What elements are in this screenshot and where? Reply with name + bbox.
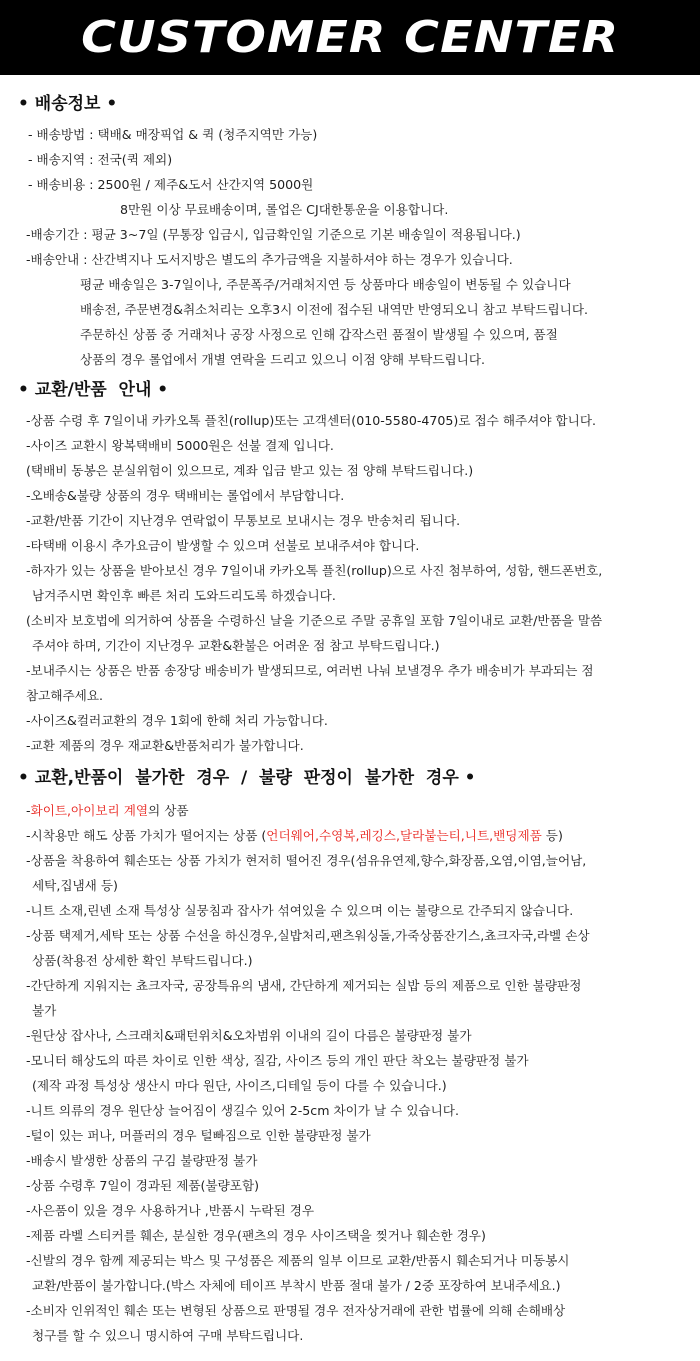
shipping-title: • 배송정보 • [18,94,118,114]
exchange-line: -보내주시는 상품은 반품 송장당 배송비가 발생되므로, 여러번 나눠 보낼경우 추가 배송비가 부과되는 점 [26,663,594,678]
shipping-line: -배송기간 : 평균 3~7일 (무통장 입금시, 입금확인일 기준으로 기본 배송일이 적용됩니다.) [26,227,521,242]
not-allowed-line: -털이 있는 퍼나, 머플러의 경우 털빠짐으로 인한 불량판정 불가 [26,1128,371,1143]
not-allowed-line [0,823,700,848]
exchange-section [0,376,700,758]
highlight-text: 언더웨어,수영복,레깅스,달라붙는티,니트,밴딩제품 [266,828,542,843]
not-allowed-line: -소비자 인위적인 훼손 또는 변형된 상품으로 판명될 경우 전자상거래에 관한 법률에 의해 손해배상 [26,1303,566,1318]
exchange-line: -교환 제품의 경우 재교환&반품처리가 불가합니다. [26,738,304,753]
exchange-line: (소비자 보호법에 의거하여 상품을 수령하신 날을 기준으로 주말 공휴일 포함 7일이내로 교환/반품을 말씀 [26,613,603,628]
not-allowed-line: -사은품이 있을 경우 사용하거나 ,반품시 누락된 경우 [26,1203,315,1218]
not-allowed-line: 청구를 할 수 있으니 명시하여 구매 부탁드립니다. [32,1328,304,1343]
exchange-line: -타택배 이용시 추가요금이 발생할 수 있으며 선불로 보내주셔야 합니다. [26,538,420,553]
line-suffix: 등) [541,828,563,843]
shipping-line: 주문하신 상품 중 거래처나 공장 사정으로 인해 갑작스런 품절이 발생될 수 있으며, 품절 [80,327,558,342]
exchange-line: -오배송&불량 상품의 경우 택배비는 롤업에서 부담합니다. [26,488,345,503]
page-title: CUSTOMER CENTER [80,12,620,63]
exchange-line: 주셔야 하며, 기간이 지난경우 교환&환불은 어려운 점 참고 부탁드립니다.) [32,638,440,653]
shipping-line: 상품의 경우 롤업에서 개별 연락을 드리고 있으니 이점 양해 부탁드립니다. [80,352,485,367]
not-allowed-line [0,798,700,823]
exchange-line: -사이즈&컬러교환의 경우 1회에 한해 처리 가능합니다. [26,713,328,728]
exchange-line: 남겨주시면 확인후 빠른 처리 도와드리도록 하겠습니다. [32,588,336,603]
not-allowed-line: -모니터 해상도의 따른 차이로 인한 색상, 질감, 사이즈 등의 개인 판단 착오는 불량판정 불가 [26,1053,529,1068]
not-allowed-title: • 교환,반품이 불가한 경우 / 불량 판정이 불가한 경우 • [18,768,476,788]
exchange-line: (택배비 동봉은 분실위험이 있으므로, 계좌 입금 받고 있는 점 양해 부탁드립니다.) [26,463,474,478]
not-allowed-line: 상품(착용전 상세한 확인 부탁드립니다.) [32,953,253,968]
not-allowed-line: -원단상 잡사나, 스크래치&패턴위치&오차범위 이내의 길이 다름은 불량판정 불가 [26,1028,472,1043]
shipping-line: 8만원 이상 무료배송이며, 롤업은 CJ대한통운을 이용합니다. [120,202,449,217]
not-allowed-line: 세탁,집냄새 등) [32,878,118,893]
not-allowed-line: 불가 [32,1003,57,1018]
shipping-line: -배송안내 : 산간벽지나 도서지방은 별도의 추가금액을 지불하셔야 하는 경우가 있습니다. [26,252,513,267]
not-allowed-line: (제작 과정 특성상 생산시 마다 원단, 사이즈,디테일 등이 다를 수 있습니다.) [32,1078,447,1093]
not-allowed-line: -신발의 경우 함께 제공되는 박스 및 구성품은 제품의 일부 이므로 교환/반품시 훼손되거나 미동봉시 [26,1253,570,1268]
line-prefix: -시착용만 해도 상품 가치가 떨어지는 상품 ( [26,828,267,843]
line-prefix: - [26,803,31,818]
not-allowed-line: 교환/반품이 불가합니다.(박스 자체에 테이프 부착시 반품 절대 불가 / 2중 포장하여 보내주세요.) [32,1278,561,1293]
shipping-line: - 배송비용 : 2500원 / 제주&도서 산간지역 5000원 [28,177,314,192]
exchange-line: 참고해주세요. [26,688,103,703]
exchange-line: -상품 수령 후 7일이내 카카오톡 플친(rollup)또는 고객센터(010-5580-4705)로 접수 해주셔야 합니다. [26,413,597,428]
line-suffix: 의 상품 [148,803,189,818]
not-allowed-line: -니트 의류의 경우 원단상 늘어짐이 생길수 있어 2-5cm 차이가 날 수 있습니다. [26,1103,459,1118]
shipping-line: - 배송방법 : 택배& 매장픽업 & 퀵 (청주지역만 가능) [28,127,318,142]
not-allowed-section [0,764,700,1348]
exchange-line: -사이즈 교환시 왕복택배비 5000원은 선불 결제 입니다. [26,438,334,453]
exchange-line: -교환/반품 기간이 지난경우 연락없이 무통보로 보내시는 경우 반송처리 됩니다. [26,513,461,528]
not-allowed-line: -간단하게 지워지는 쵸크자국, 공장특유의 냄새, 간단하게 제거되는 실밥 등의 제품으로 인한 불량판정 [26,978,582,993]
exchange-title: • 교환/반품 안내 • [18,380,169,400]
shipping-line: 평균 배송일은 3-7일이나, 주문폭주/거래처지연 등 상품마다 배송일이 변동될 수 있습니다 [80,277,571,292]
not-allowed-line: -상품을 착용하여 훼손또는 상품 가치가 현저히 떨어진 경우(섬유유연제,향수,화장품,오염,이염,늘어남, [26,853,587,868]
not-allowed-line: -배송시 발생한 상품의 구김 불량판정 불가 [26,1153,258,1168]
shipping-line: - 배송지역 : 전국(퀵 제외) [28,152,173,167]
header-banner [0,0,700,75]
exchange-line: -하자가 있는 상품을 받아보신 경우 7일이내 카카오톡 플친(rollup)으로 사진 첨부하여, 성함, 핸드폰번호, [26,563,603,578]
shipping-section [0,90,700,372]
not-allowed-line: -니트 소재,린넨 소재 특성상 실뭉침과 잡사가 섞여있을 수 있으며 이는 불량으로 간주되지 않습니다. [26,903,574,918]
not-allowed-line: -제품 라벨 스티커를 훼손, 분실한 경우(팬츠의 경우 사이즈택을 찢거나 훼손한 경우) [26,1228,486,1243]
highlight-text: 화이트,아이보리 계열 [30,803,149,818]
shipping-line: 배송전, 주문변경&취소처리는 오후3시 이전에 접수된 내역만 반영되오니 참고 부탁드립니다. [80,302,588,317]
not-allowed-line: -상품 수령후 7일이 경과된 제품(불량포함) [26,1178,260,1193]
not-allowed-line: -상품 택제거,세탁 또는 상품 수선을 하신경우,실밥처리,팬츠워싱돌,가죽상품잔기스,쵸크자국,라벨 손상 [26,928,590,943]
